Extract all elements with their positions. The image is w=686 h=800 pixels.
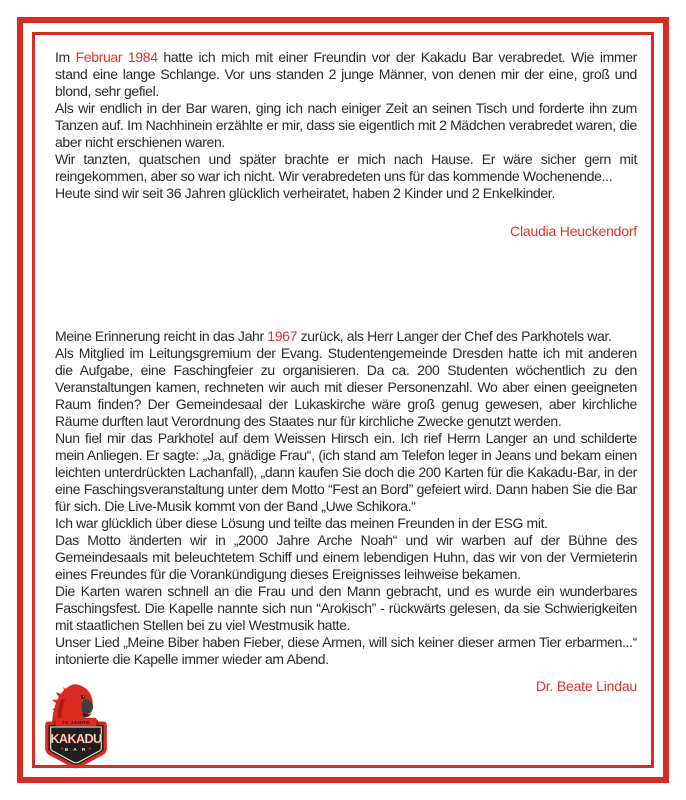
signature-claudia-heuckendorf: Claudia Heuckendorf xyxy=(510,223,637,239)
story2-p1-rest: zurück, als Herr Langer der Chef des Parkhotels war. xyxy=(297,328,612,344)
signature-beate-lindau: Dr. Beate Lindau xyxy=(535,678,637,694)
paragraph: Das Motto änderten wir in „2000 Jahre Arche Noah“ und wir warben auf der Bühne des Gemeindesaals mit beleuchtetem Schiff und einem lebendigen Huhn, das wir von der Vermieterin eines Freundes für die Vorankündigung dieses Ereignisses leihweise bekamen. xyxy=(55,532,637,582)
paragraph xyxy=(55,49,637,100)
paragraph: Heute sind wir seit 36 Jahren glücklich verheiratet, haben 2 Kinder und 2 Enkelkinder. xyxy=(55,185,555,201)
kakadu-bar-logo xyxy=(40,683,112,773)
paragraph: Als Mitglied im Leitungsgremium der Evang. Studentengemeinde Dresden hatte ich mit anderen die Aufgabe, eine Faschingfeier zu organisieren. Da ca. 200 Studenten wöchentlich zu den Veranstaltungen kamen, rechneten wir auch mit dieser Personenzahl. Wo aber einen geeigneten Raum finden? Der Gemeindesaal der Lukaskirche wäre groß genug gewesen, aber kirchliche Räume durften laut Verordnung des Staates nur für kirchliche Zwecke genutzt werden. xyxy=(55,345,637,429)
paragraph: Wir tanzten, quatschen und später brachte er mich nach Hause. Er wäre sicher gern mit reingekommen, aber so war ich nicht. Wir verabredeten uns für das kommende Wochenende... xyxy=(55,151,637,184)
logo-main-text: KAKADU xyxy=(50,732,102,747)
badge xyxy=(47,718,105,767)
paragraph: Nun fiel mir das Parkhotel auf dem Weissen Hirsch ein. Ich rief Herrn Langer an und schilderte mein Anliegen. Er sagte: „Ja, gnädige Frau“, (ich stand am Telefon leger in Jeans und bekam einen leichten unterdrückten Lachanfall), „dann kaufen Sie doch die 200 Karten für die Kakadu-Bar, in der eine Faschingsveranstaltung unter dem Motto “Fest an Bord” gefeiert wird. Dann haben Sie die Bar für sich. Die Live-Musik kommt von der Band „Uwe Schikora.“ xyxy=(55,430,637,514)
paragraph: Als wir endlich in der Bar waren, ging ich nach einiger Zeit an seinen Tisch und forderte ihn zum Tanzen auf. Im Nachhinein erzählte er mir, dass sie eigentlich mit 2 Mädchen verabredet waren, die aber nicht erschienen waren. xyxy=(55,100,637,150)
kakadu-bar-logo-graphic xyxy=(40,683,112,773)
story2-p1-prefix: Meine Erinnerung reicht in das Jahr xyxy=(55,328,268,344)
paragraph xyxy=(55,328,637,345)
paragraph: Die Karten waren schnell an die Frau und den Mann gebracht, und es wurde ein wunderbares Faschingsfest. Die Kapelle nannte sich nun “Arokisch” - rückwärts gelesen, da sie Schwierigkeiten mit staatlichen Stellen bei zu viel Westmusik hatte. xyxy=(55,583,637,633)
date-highlight-1967: 1967 xyxy=(267,328,298,344)
paragraph: Ich war glücklich über diese Lösung und teilte das meinen Freunden in der ESG mit. xyxy=(55,515,548,531)
memory-story-claudia xyxy=(55,49,637,202)
paragraph: Unser Lied „Meine Biber haben Fieber, diese Armen, will sich keiner dieser armen Tier erbarmen...“ intonierte die Kapelle immer wieder am Abend. xyxy=(55,634,637,667)
logo-ribbon-text: 70 JAHRE xyxy=(62,721,90,727)
date-highlight-1984: Februar 1984 xyxy=(75,49,158,65)
story1-p1-rest: hatte ich mich mit einer Freundin vor der Kakadu Bar verabredet. Wie immer stand eine lange Schlange. Vor uns standen 2 junge Männer, von denen mir der eine, groß und blond, sehr gefiel. xyxy=(55,49,637,99)
memory-story-beate xyxy=(55,328,637,668)
story1-p1-prefix: Im xyxy=(55,49,76,65)
logo-sub-text: B A R xyxy=(64,748,88,754)
